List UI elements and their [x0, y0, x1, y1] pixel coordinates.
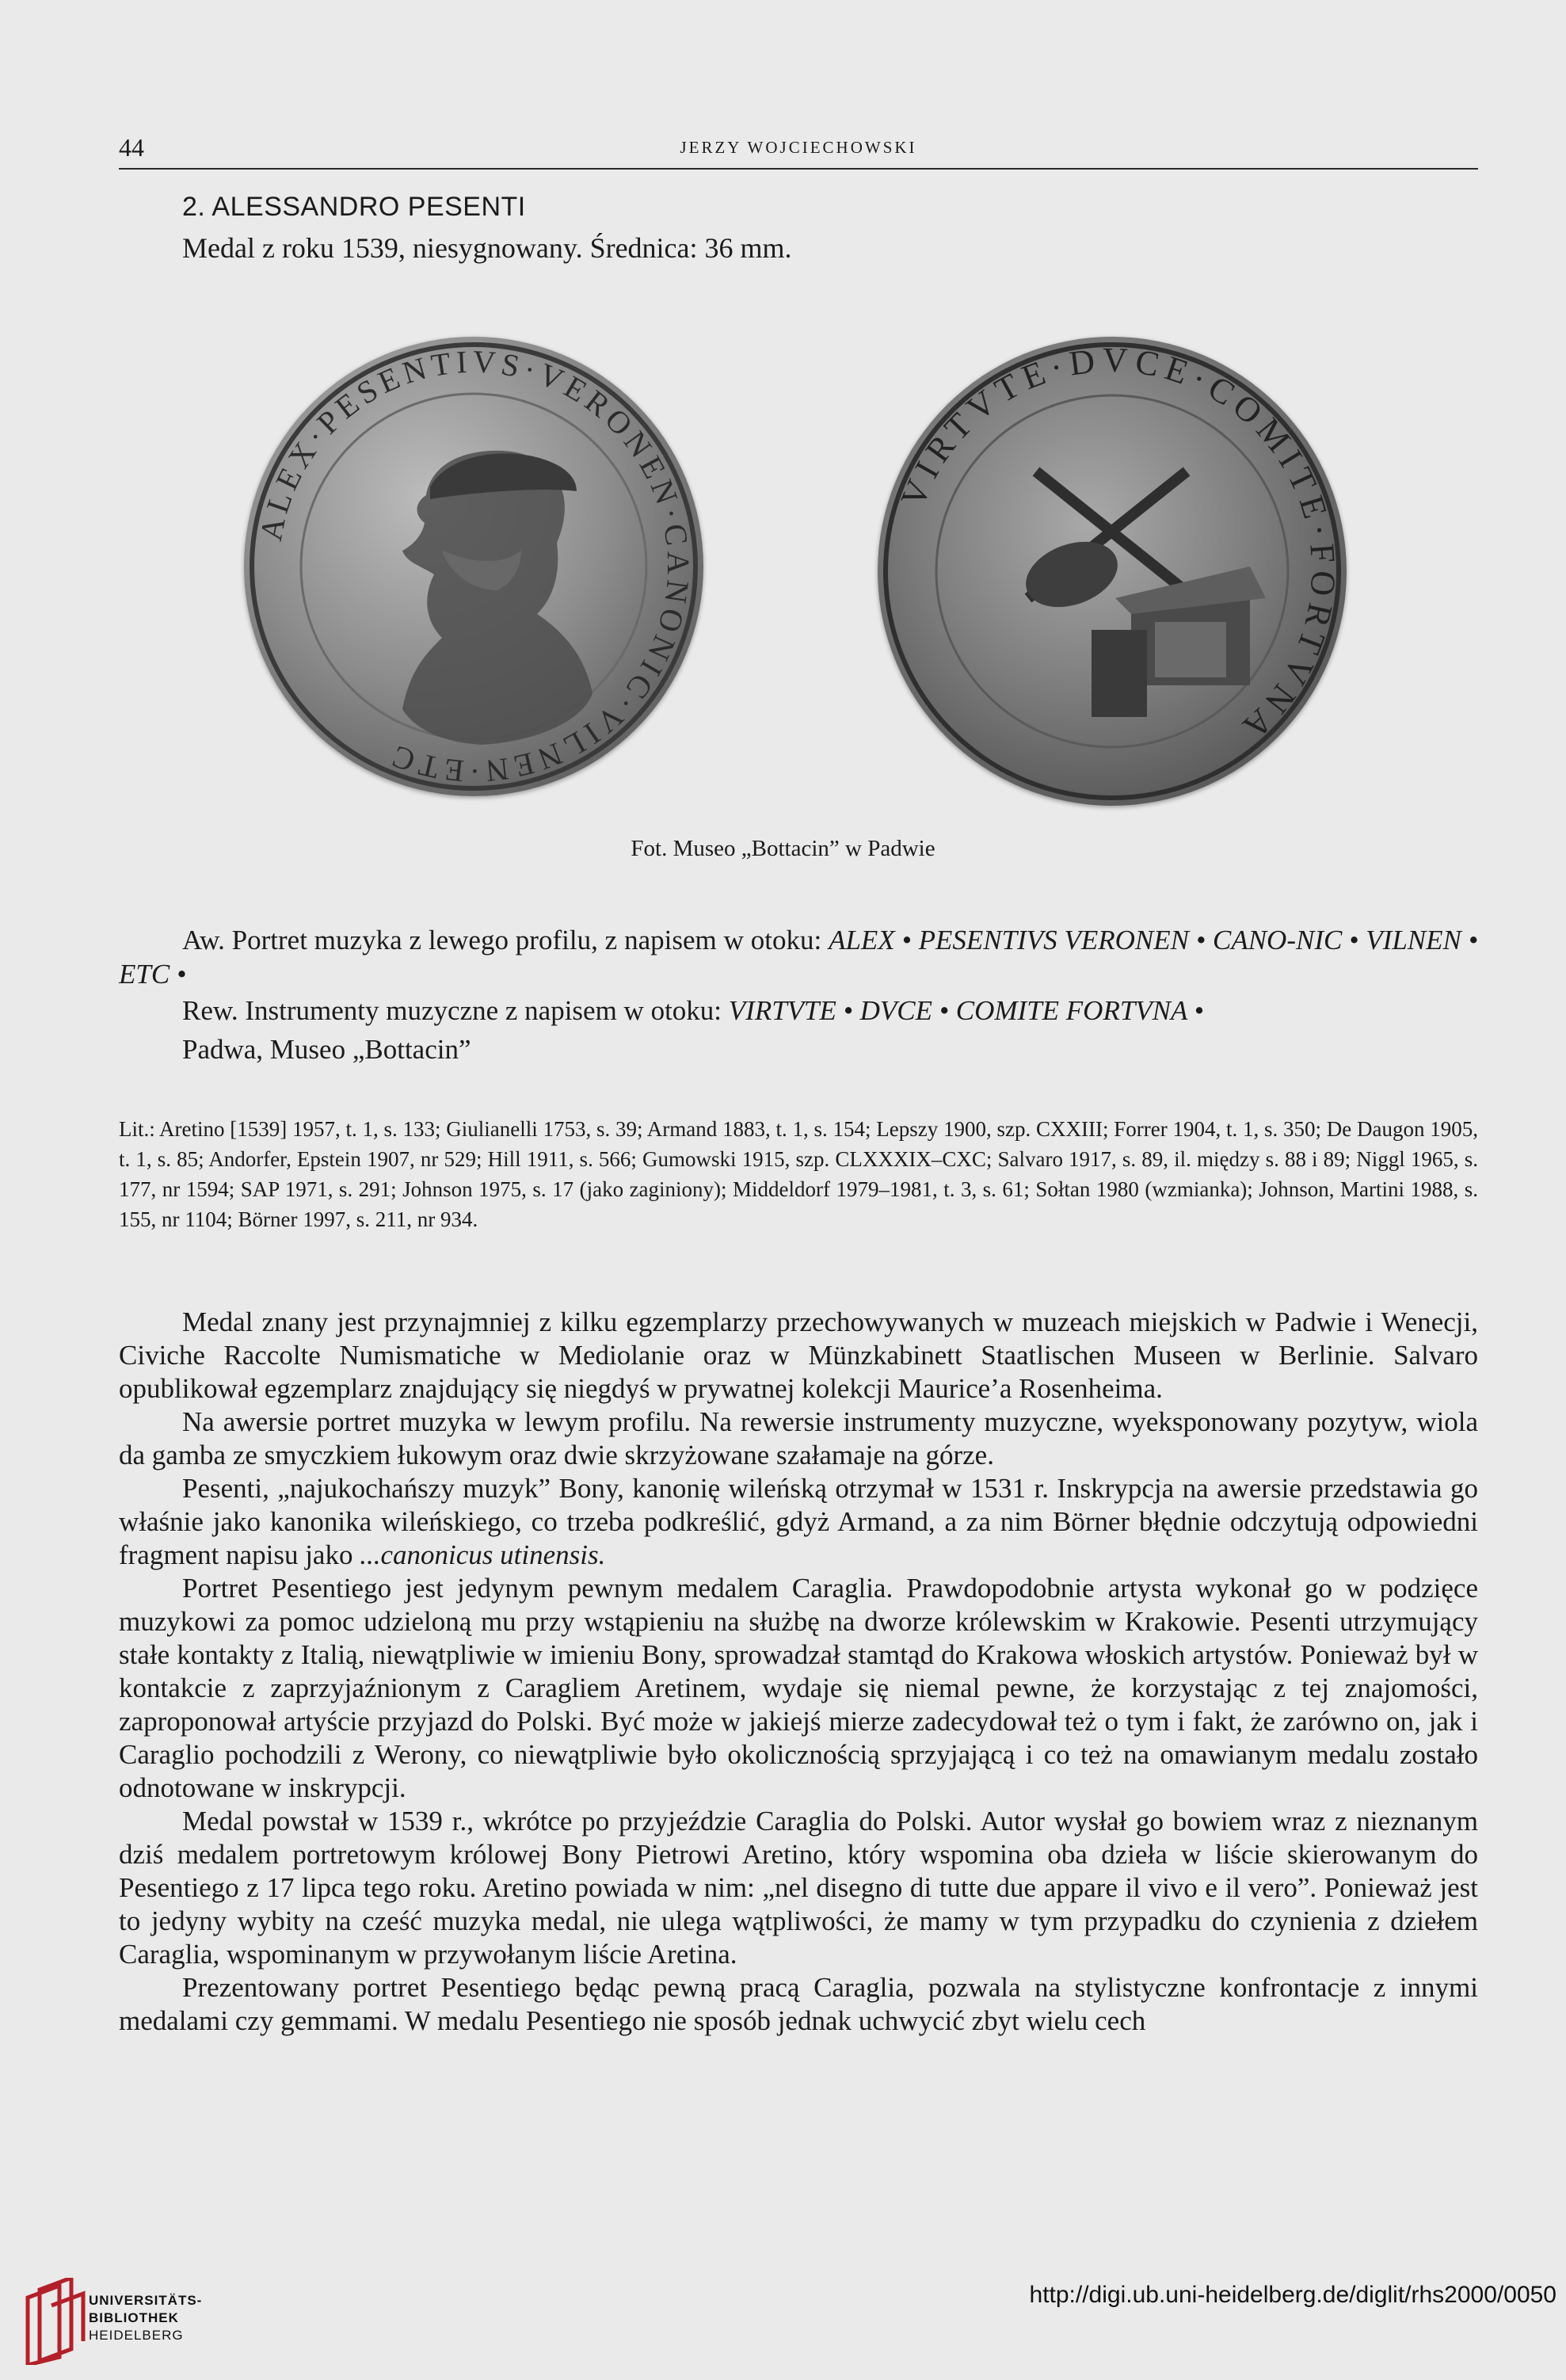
paragraph-3-text: Pesenti, „najukochańszy muzyk” Bony, kanonię wileńską otrzymał w 1531 r. Inskrypcja na awersie przedstawia go właśnie jako kanonika wileńskiego, co trzeba podkreślić, gdyż Armand, a za nim Börner błędnie odczytują odpowiedni fragment napisu jako	[119, 1473, 1478, 1570]
paragraph-6: Prezentowany portret Pesentiego będąc pewną pracą Caraglia, pozwala na stylistyczne konfrontacje z innymi medalami czy gemmami. W medalu Pesentiego nie sposób jednak uchwycić zbyt wielu cech	[119, 1972, 1478, 2036]
medal-reverse-image	[878, 337, 1347, 806]
reverse-legend: VIRTVTE·DVCE·COMITE·FORTVNA	[893, 340, 1343, 751]
entry-subtitle: Medal z roku 1539, niesygnowany. Średnica: 36 mm.	[182, 232, 792, 264]
obverse-description-inscription: ALEX • PESENTIVS VERONEN • CANO-NIC • VILNEN • ETC •	[119, 925, 1478, 990]
running-head: JERZY WOJCIECHOWSKI	[680, 138, 917, 157]
literature-list: Lit.: Aretino [1539] 1957, t. 1, s. 133; Giulianelli 1753, s. 39; Armand 1883, t. 1, s. 154; Lepszy 1900, szp. CXXIII; Forrer 1904, t. 1, s. 350; De Daugon 1905, t. 1, s. 85; Andorfer, Epstein 1907, nr 529; Hill 1911, s. 566; Gumowski 1915, szp. CLXXXIX–CXC; Salvaro 1917, s. 89, il. między s. 88 i 89; Niggl 1965, s. 177, nr 1594; SAP 1971, s. 291; Johnson 1975, s. 17 (jako zaginiony); Middeldorf 1979–1981, t. 3, s. 61; Sołtan 1980 (wzmianka); Johnson, Martini 1988, s. 155, nr 1104; Börner 1997, s. 211, nr 934.	[119, 1117, 1478, 1231]
entry-title: 2. ALESSANDRO PESENTI	[182, 192, 526, 222]
paragraph-5: Medal powstał w 1539 r., wkrótce po przyjeździe Caraglia do Polski. Autor wysłał go bowiem wraz z nieznanym dziś medalem portretowym królowej Bony Pietrowi Aretino, który wspomina oba dzieła w liście skierowanym do Pesentiego z 17 lipca tego roku. Aretino powiada w nim: „nel disegno di tutte due appare il vivo e il vero”. Ponieważ jest to jedyny wybity na cześć muzyka medal, nie ulega wątpliwości, że mamy w tym przypadku do czynienia z dziełem Caraglia, wspominanym w przywołanym liście Aretina.	[119, 1806, 1478, 1970]
paragraph-1: Medal znany jest przynajmniej z kilku egzemplarzy przechowywanych w muzeach miejskich w Padwie i Wenecji, Civiche Raccolte Numismatiche w Mediolanie oraz w Münzkabinett Staatlischen Museen w Berlinie. Salvaro opublikował egzemplarz znajdujący się niegdyś w prywatnej kolekcji Maurice’a Rosenheima.	[119, 1306, 1478, 1404]
library-name-line3: HEIDELBERG	[89, 2328, 184, 2343]
page-header	[119, 133, 1478, 170]
obverse-description-label: Aw. Portret muzyka z lewego profilu, z napisem w otoku:	[182, 925, 829, 955]
obverse-legend: ALEX·PESENTIVS·VERONEN·CANONIC·VILNEN·ETC	[252, 343, 697, 790]
reverse-description-inscription: VIRTVTE • DVCE • COMITE FORTVNA •	[728, 995, 1204, 1026]
library-logo-icon	[16, 2278, 95, 2365]
medal-reverse-artwork	[878, 337, 1347, 806]
reverse-description	[182, 997, 1204, 1024]
reverse-description-label: Rew. Instrumenty muzyczne z napisem w otoku:	[182, 995, 729, 1026]
paragraph-3-quote: ...canonicus utinensis.	[360, 1539, 606, 1570]
paragraph-2: Na awersie portret muzyka w lewym profilu. Na rewersie instrumenty muzyczne, wyeksponowany pozytyw, wiola da gamba ze smyczkiem łukowym oraz dwie skrzyżowane szałamaje na górze.	[119, 1406, 1478, 1470]
source-url-link[interactable]: http://digi.ub.uni-heidelberg.de/diglit/rhs2000/0050	[1029, 2282, 1556, 2308]
library-name	[89, 2292, 202, 2344]
body-text	[119, 1306, 1478, 2038]
location-line: Padwa, Museo „Bottacin”	[182, 1034, 471, 1065]
medal-obverse-image	[244, 337, 703, 796]
page-number: 44	[119, 133, 144, 162]
photo-caption: Fot. Museo „Bottacin” w Padwie	[631, 836, 935, 861]
medal-obverse-artwork	[244, 337, 703, 796]
obverse-description	[119, 923, 1478, 991]
paragraph-4: Portret Pesentiego jest jedynym pewnym medalem Caraglia. Prawdopodobnie artysta wykonał go w podzięce muzykowi za pomoc udzieloną mu przy wstąpieniu na służbę na dworze królewskim w Krakowie. Pesenti utrzymujący stałe kontakty z Italią, niewątpliwie w imieniu Bony, sprowadzał stamtąd do Krakowa włoskich artystów. Ponieważ był w kontakcie z zaprzyjaźnionym z Caragliem Aretinem, wydaje się niemal pewne, że korzystając z tej znajomości, zaproponował artyście przyjazd do Polski. Być może w jakiejś mierze zadecydował też o tym i fakt, że zarówno on, jak i Caraglio pochodzili z Werony, co niewątpliwie było okolicznością sprzyjającą i co też na omawianym medalu zostało odnotowane w inskrypcji.	[119, 1573, 1478, 1803]
paragraph-3	[119, 1472, 1478, 1572]
library-name-line1: UNIVERSITÄTS-	[89, 2293, 203, 2308]
library-name-line2: BIBLIOTHEK	[89, 2310, 179, 2325]
